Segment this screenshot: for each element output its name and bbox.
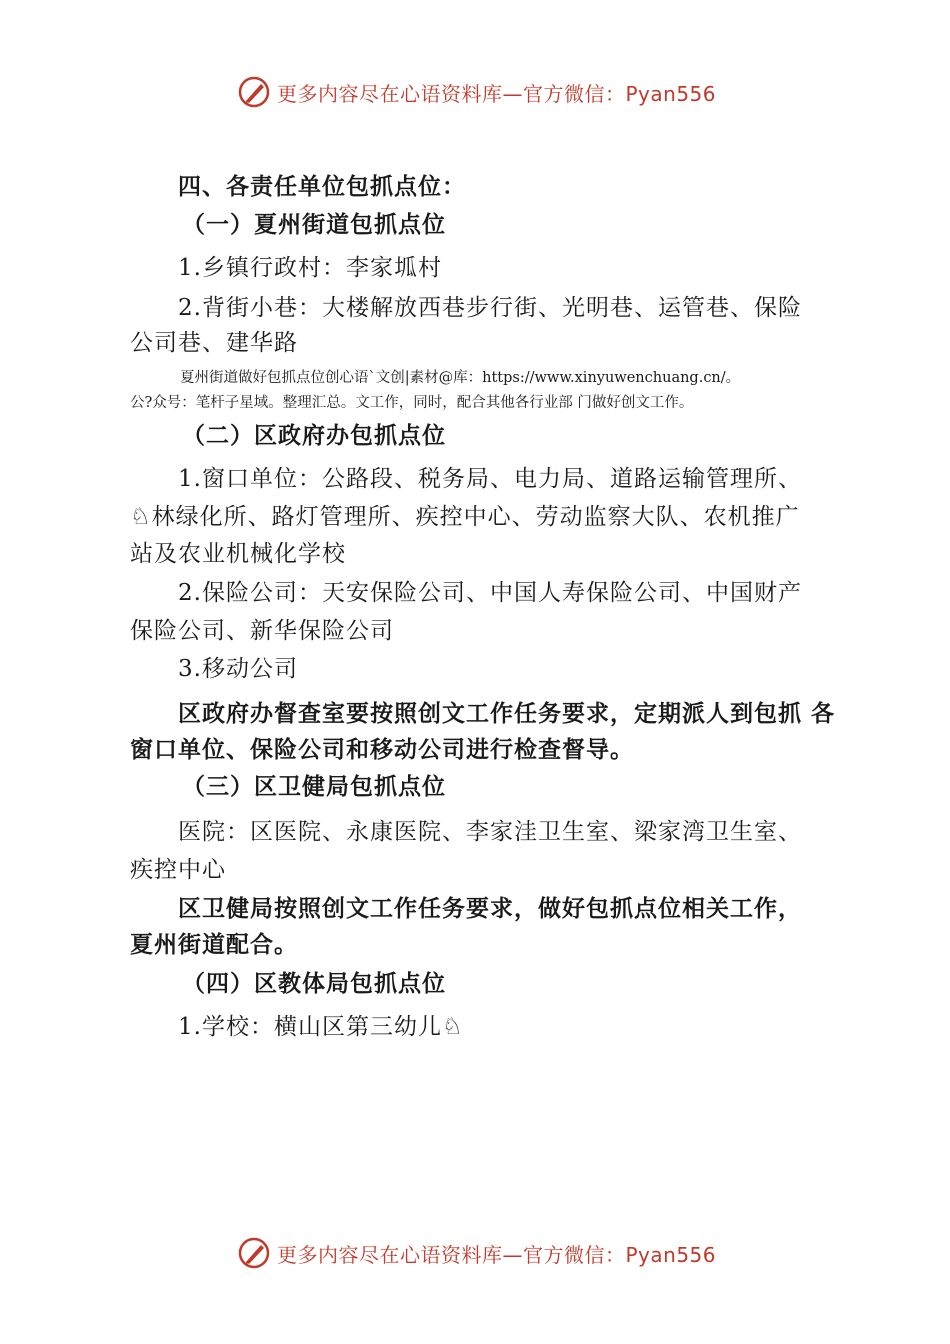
footer-banner (0, 1233, 950, 1273)
instruction-paragraph-continuation: 窗口单位、保险公司和移动公司进行检查督导。 (130, 737, 634, 763)
list-item: 3.移动公司 (178, 656, 298, 682)
subsection-heading-3: （三）区卫健局包抓点位 (182, 774, 446, 800)
header-banner-text: 更多内容尽在心语资料库—官方微信：Pyan556 (277, 81, 717, 106)
footer-banner-text: 更多内容尽在心语资料库—官方微信：Pyan556 (277, 1242, 717, 1267)
header-banner (0, 72, 950, 112)
watermark-note-line-2: 公?众号：笔杆子星域。整理汇总。文工作，同时，配合其他各行业部 门做好创文工作。 (130, 395, 694, 411)
instruction-paragraph: 区政府办督查室要按照创文工作任务要求，定期派人到包抓 各 (178, 701, 836, 727)
subsection-heading-2: （二）区政府办包抓点位 (182, 423, 446, 449)
list-item-continuation: 站及农业机械化学校 (130, 541, 346, 567)
list-item-continuation: 公司巷、建华路 (130, 330, 298, 356)
list-item: 1.窗口单位：公路段、税务局、电力局、道路运输管理所、 (178, 466, 802, 492)
section-heading: 四、各责任单位包抓点位： (178, 174, 466, 200)
instruction-paragraph: 区卫健局按照创文工作任务要求，做好包抓点位相关工作， (178, 896, 802, 922)
list-item-continuation: 疾控中心 (130, 857, 226, 883)
instruction-paragraph-continuation: 夏州街道配合。 (130, 932, 298, 958)
pen-logo-icon (237, 1236, 271, 1270)
list-item: 2.保险公司：天安保险公司、中国人寿保险公司、中国财产 (178, 580, 802, 606)
list-item-continuation: 保险公司、新华保险公司 (130, 618, 394, 644)
list-item: 1.学校：横山区第三幼儿♘ (178, 1014, 464, 1040)
list-item: 医院：区医院、永康医院、李家洼卫生室、梁家湾卫生室、 (178, 819, 802, 845)
pen-logo-icon (237, 75, 271, 109)
subsection-heading-1: （一）夏州街道包抓点位 (182, 212, 446, 238)
subsection-heading-4: （四）区教体局包抓点位 (182, 971, 446, 997)
watermark-note-line-1: 夏州街道做好包抓点位创心语`文创|素材@库：https://www.xinyuwenchuang.cn/。 (180, 370, 741, 386)
list-item: 1.乡镇行政村：李家坬村 (178, 255, 442, 281)
list-item-continuation: ♘林绿化所、路灯管理所、疾控中心、劳动监察大队、农机推广 (130, 504, 800, 530)
list-item: 2.背街小巷：大楼解放西巷步行街、光明巷、运管巷、保险 (178, 295, 802, 321)
